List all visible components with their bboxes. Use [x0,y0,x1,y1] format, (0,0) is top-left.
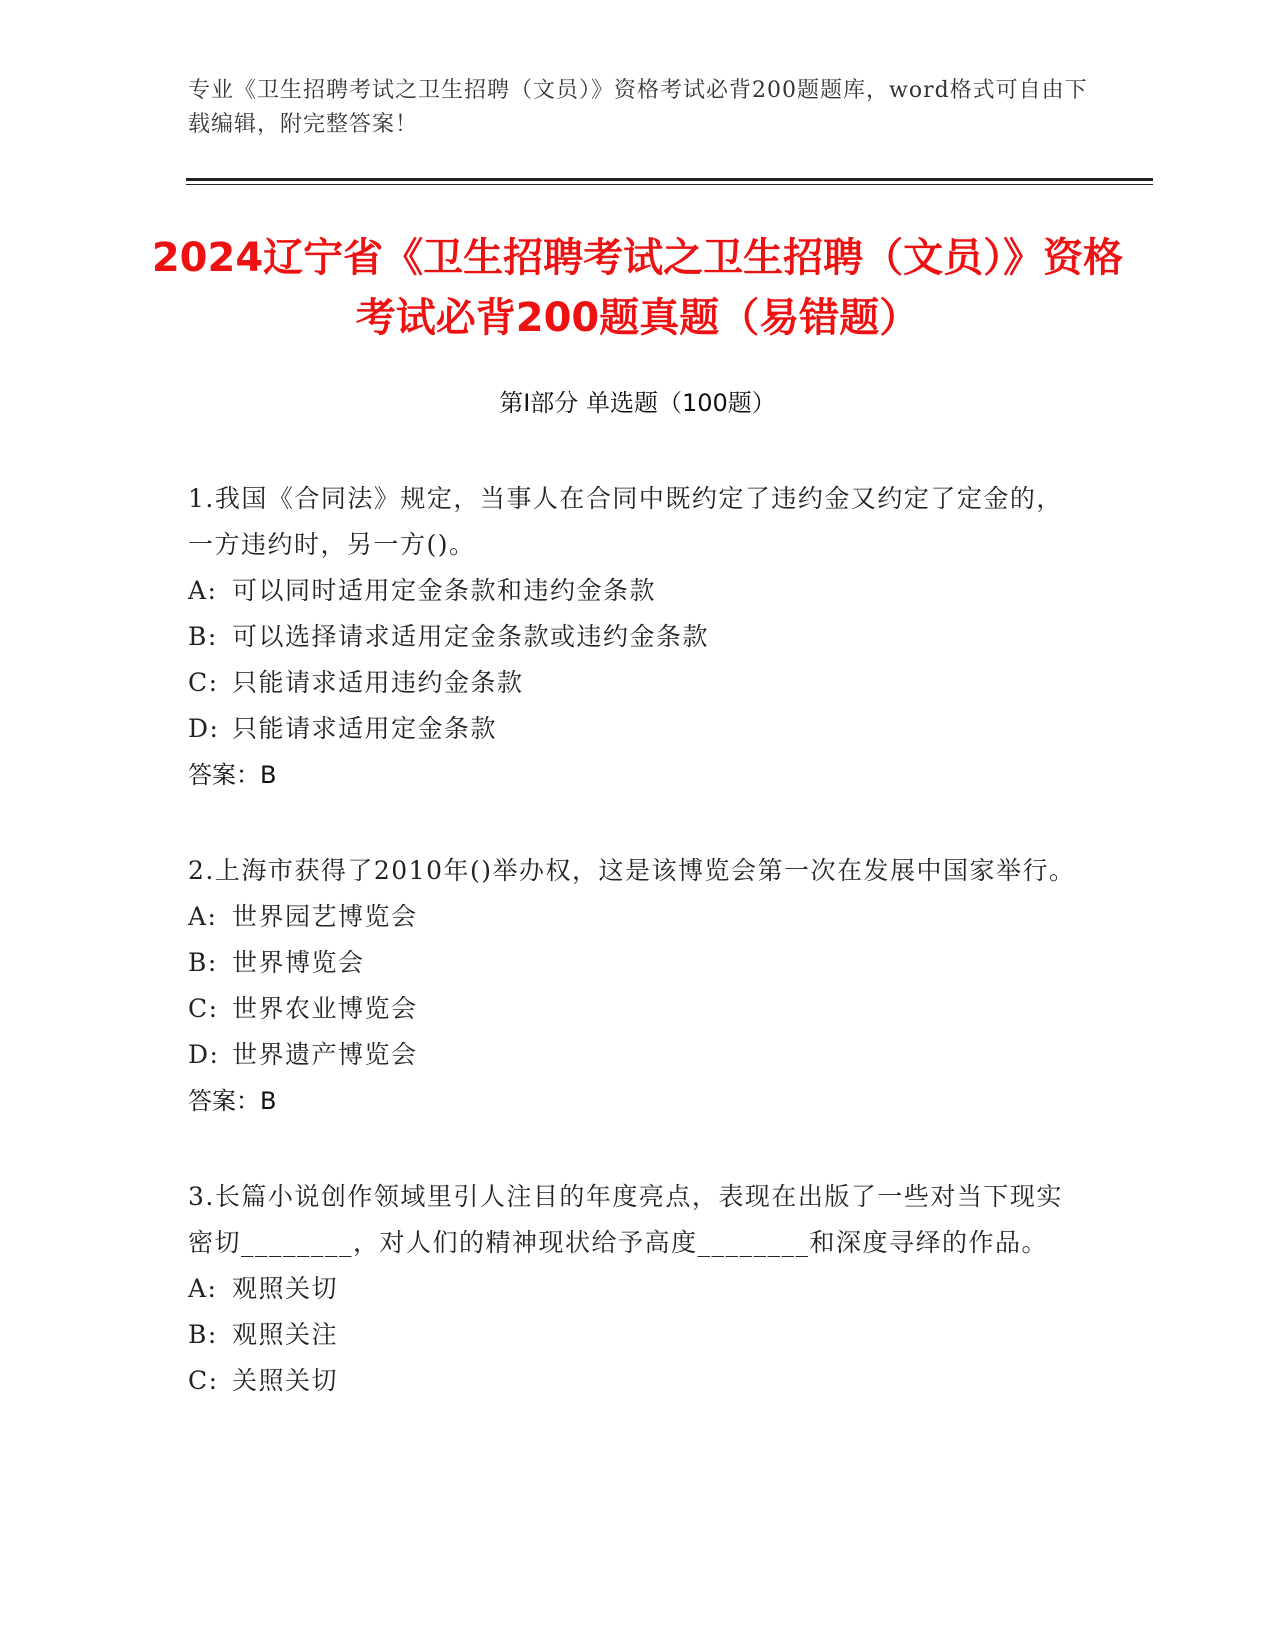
option-text: 可以选择请求适用定金条款或违约金条款 [232,622,710,651]
option-letter: D: [188,714,220,743]
option-letter: B: [188,948,218,977]
option-b[interactable] [188,1312,1078,1358]
header-note: 专业《卫生招聘考试之卫生招聘（文员）》资格考试必背200题题库，word格式可自由下载编辑，附完整答案！ [188,78,1088,137]
option-d[interactable] [188,706,1078,752]
question-1 [188,476,1078,798]
option-c[interactable] [188,660,1078,706]
question-list [188,476,1078,1454]
question-2 [188,848,1078,1124]
option-text: 观照关注 [232,1320,339,1349]
option-text: 观照关切 [232,1274,339,1303]
option-letter: C: [188,994,219,1023]
answer-label: 答案：B [188,761,277,789]
header-divider-thick [186,178,1153,181]
option-a[interactable] [188,568,1078,614]
option-letter: A: [188,576,218,605]
option-letter: B: [188,622,218,651]
option-letter: C: [188,1366,219,1395]
option-a[interactable] [188,1266,1078,1312]
option-letter: D: [188,1040,220,1069]
option-b[interactable] [188,940,1078,986]
question-stem: 3.长篇小说创作领域里引人注目的年度亮点，表现在出版了一些对当下现实密切________，对人们的精神现状给予高度________和深度寻绎的作品。 [188,1182,1063,1257]
option-letter: A: [188,1274,218,1303]
option-text: 关照关切 [232,1366,339,1395]
section-title: 第Ⅰ部分 单选题（100题） [499,389,776,417]
option-text: 世界园艺博览会 [232,902,418,931]
document-title: 2024辽宁省《卫生招聘考试之卫生招聘（文员）》资格考试必背200题真题（易错题） [151,235,1124,341]
option-c[interactable] [188,986,1078,1032]
header-divider-thin [186,184,1153,185]
option-letter: A: [188,902,218,931]
option-letter: C: [188,668,219,697]
option-text: 只能请求适用违约金条款 [232,668,524,697]
question-stem: 1.我国《合同法》规定，当事人在合同中既约定了违约金又约定了定金的，一方违约时，另一方()。 [188,484,1063,559]
option-c[interactable] [188,1358,1078,1404]
option-text: 只能请求适用定金条款 [232,714,498,743]
option-text: 可以同时适用定金条款和违约金条款 [232,576,657,605]
option-letter: B: [188,1320,218,1349]
option-d[interactable] [188,1032,1078,1078]
option-a[interactable] [188,894,1078,940]
option-text: 世界博览会 [232,948,365,977]
question-stem: 2.上海市获得了2010年()举办权，这是该博览会第一次在发展中国家举行。 [188,856,1076,885]
answer-label: 答案：B [188,1087,277,1115]
option-text: 世界农业博览会 [232,994,418,1023]
question-3 [188,1174,1078,1404]
option-b[interactable] [188,614,1078,660]
option-text: 世界遗产博览会 [232,1040,418,1069]
